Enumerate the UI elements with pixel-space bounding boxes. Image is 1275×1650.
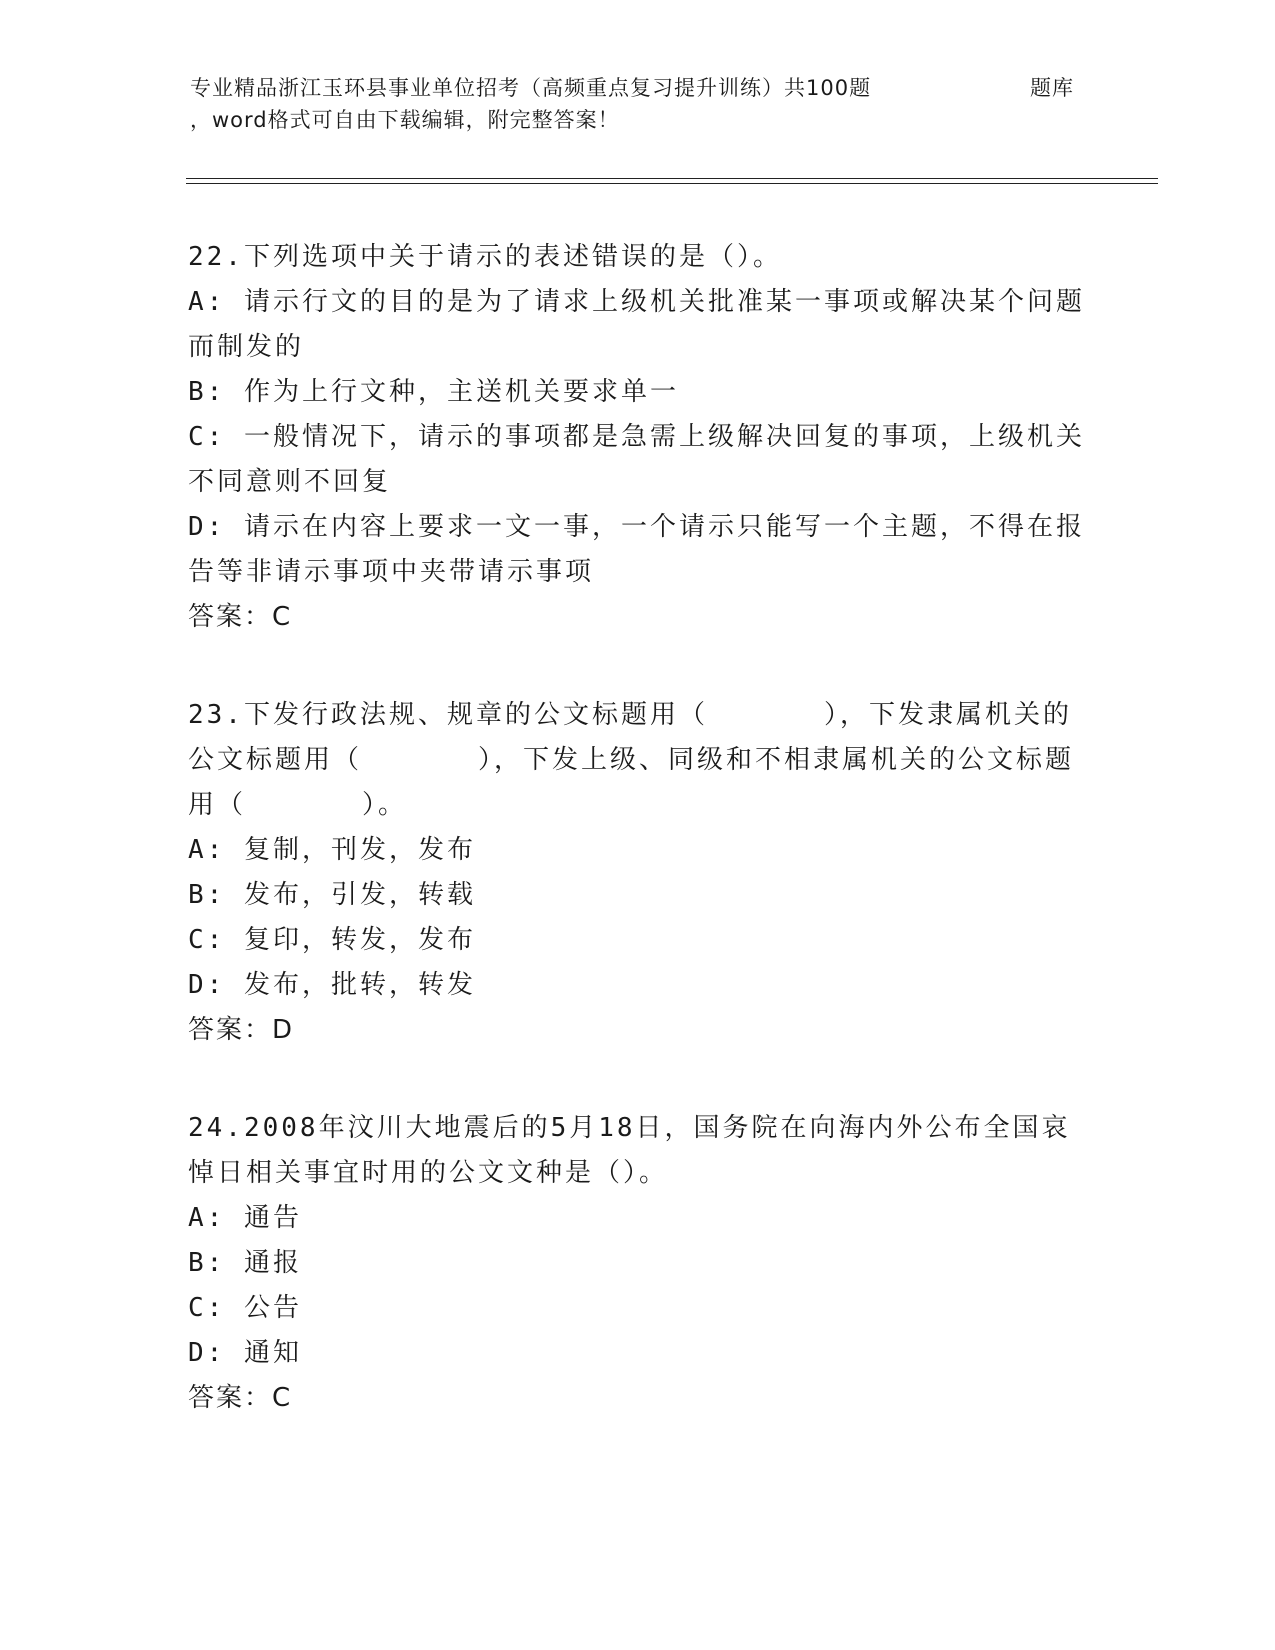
header-divider-bottom [186,183,1158,184]
option-c: C: 公告 [188,1293,302,1323]
answer: 答案：C [188,1383,293,1413]
header-divider-top [186,178,1158,179]
option-a: A: 复制，刊发，发布 [188,835,476,865]
option-c: C: 复印，转发，发布 [188,925,476,955]
question-stem: 24.2008年汶川大地震后的5月18日，国务院在向海内外公布全国哀悼日相关事宜时用的公文文种是（）。 [188,1113,1071,1188]
header-subtitle: ，word格式可自由下载编辑，附完整答案！ [190,108,620,132]
answer: 答案：D [188,1015,295,1045]
question-stem: 23.下发行政法规、规章的公文标题用（ ），下发隶属机关的公文标题用（ ），下发上级、同级和不相隶属机关的公文标题用（ ）。 [188,700,1075,820]
option-b: B: 发布，引发，转载 [188,880,476,910]
answer: 答案：C [188,602,293,632]
question-24 [188,1106,1088,1421]
option-b: B: 通报 [188,1248,302,1278]
option-a: A: 请示行文的目的是为了请求上级机关批准某一事项或解决某个问题而制发的 [188,287,1085,362]
page-header [190,72,1090,136]
option-d: D: 请示在内容上要求一文一事，一个请示只能写一个主题，不得在报告等非请示事项中夹带请示事项 [188,512,1085,587]
question-22 [188,235,1088,640]
option-c: C: 一般情况下，请示的事项都是急需上级解决回复的事项，上级机关不同意则不回复 [188,422,1085,497]
header-title-suffix: 题库 [1030,76,1074,100]
header-title-line [190,72,1090,104]
option-b: B: 作为上行文种，主送机关要求单一 [188,377,679,407]
option-d: D: 通知 [188,1338,302,1368]
option-a: A: 通告 [188,1203,302,1233]
question-stem: 22.下列选项中关于请示的表述错误的是（）。 [188,242,782,272]
option-d: D: 发布，批转，转发 [188,970,476,1000]
header-title: 专业精品浙江玉环县事业单位招考（高频重点复习提升训练）共100题 [190,76,872,100]
question-23 [188,693,1088,1053]
